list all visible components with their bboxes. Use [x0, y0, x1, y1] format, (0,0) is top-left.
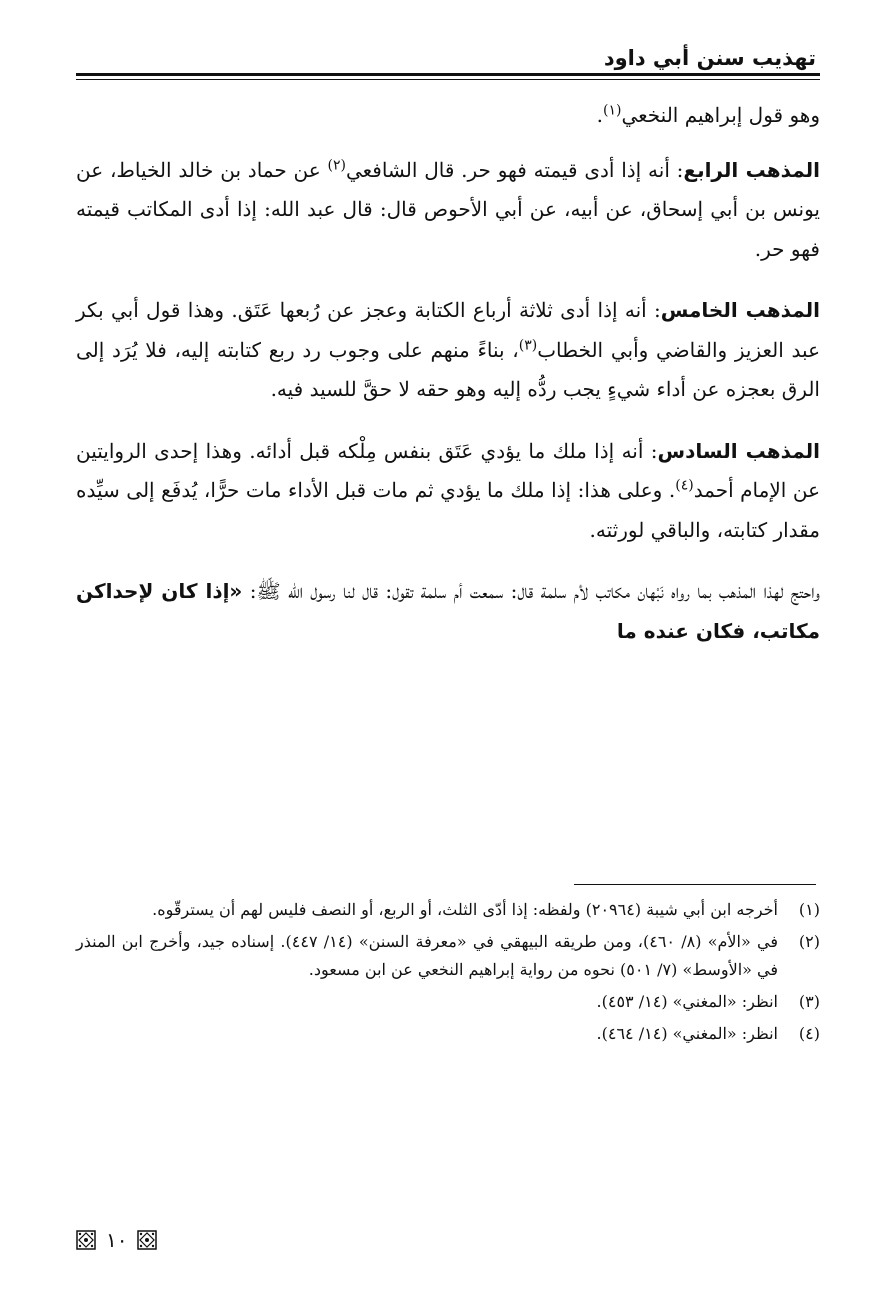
paragraph-5 [76, 572, 820, 651]
header-rule-thick [76, 73, 820, 76]
page-number: ١٠ [106, 1228, 128, 1252]
footnotes [76, 896, 820, 1052]
ornament-icon [76, 1230, 96, 1250]
footnote-text: أخرجه ابن أبي شيبة (٢٠٩٦٤) ولفظه: إذا أدّى الثلث، أو الربع، أو النصف فليس لهم أن يسترقّوه. [152, 900, 778, 919]
footnote-ref-4[interactable]: (٤) [675, 477, 694, 494]
footnote-number: (٢) [798, 932, 820, 951]
footnote-2 [76, 928, 820, 984]
header-rule-thin [76, 79, 820, 80]
footnote-3 [76, 988, 820, 1016]
paragraph-text: . [596, 103, 603, 127]
footnote-text: في «الأم» (٨/ ٤٦٠)، ومن طريقه البيهقي في «معرفة السنن» (١٤/ ٤٤٧). إسناده جيد، وأخرج ابن المنذر في «الأوسط» (٧/ ٥٠١) نحوه من رواية إبراهيم النخعي عن ابن مسعود. [76, 932, 779, 979]
paragraph-4 [76, 432, 820, 551]
paragraph-1 [76, 96, 820, 136]
paragraph-3 [76, 291, 820, 410]
footnote-ref-3[interactable]: (٣) [518, 336, 538, 353]
footnote-number: (٤) [798, 1024, 820, 1043]
footnote-text: انظر: «المغني» (١٤/ ٤٦٤). [596, 1024, 778, 1043]
paragraph-text: واحتج لهذا المذهب بما رواه نَبْهان مكاتب لأم سلمة قال: سمعت أم سلمة تقول: قال لنا رسول الله ﷺ: [242, 579, 820, 603]
footnote-number: (١) [798, 900, 820, 919]
paragraph-text: : أنه إذا أدى ثلاثة أرباع الكتابة وعجز عن رُبعها عَتَق. وهذا قول أبي بكر عبد العزيز والقاضي وأبي الخطاب [76, 298, 821, 362]
paragraph-text: ، بناءً منهم على وجوب رد ربع كتابته إليه، فلا يُرَد إلى الرق بعجزه عن أداء شيءٍ يجب ردُّه إليه وهو حقه لا حقَّ للسيد فيه. [76, 337, 820, 401]
page-number-block [76, 1228, 157, 1252]
footnote-ref-1[interactable]: (١) [602, 102, 622, 119]
paragraph-text: وهو قول إبراهيم النخعي [621, 103, 820, 127]
hadith-quote: «إذا كان لإحداكن مكاتب، فكان عنده ما [76, 579, 820, 643]
paragraph-text: : أنه إذا ملك ما يؤدي عَتَق بنفس مِلْكه قبل أدائه. وهذا إحدى الروايتين عن الإمام أحمد [76, 438, 821, 502]
footnote-text: انظر: «المغني» (١٤/ ٤٥٣). [596, 992, 778, 1011]
paragraph-text: : أنه إذا أدى قيمته فهو حر. قال الشافعي [345, 157, 684, 182]
paragraph-2 [76, 151, 820, 270]
paragraph-text: . وعلى هذا: إذا ملك ما يؤدي ثم مات قبل الأداء مات حرًّا، يُدفَع إلى سيِّده مقدار كتابته، والباقي لورثته. [76, 478, 820, 542]
ornament-icon [137, 1230, 157, 1250]
section-lead: المذهب الخامس [660, 298, 820, 322]
main-text [76, 96, 820, 673]
footnote-4 [76, 1020, 820, 1048]
footnote-number: (٣) [798, 992, 820, 1011]
footnote-separator [574, 884, 816, 885]
footnote-1 [76, 896, 820, 924]
paragraph-text: عن حماد بن خالد الخياط، عن يونس بن أبي إسحاق، عن أبيه، عن أبي الأحوص قال: قال عبد الله: إذا أدى المكاتب قيمته فهو حر. [76, 157, 820, 261]
running-header-title: تهذيب سنن أبي داود [603, 46, 816, 70]
section-lead: المذهب الرابع [683, 157, 820, 182]
section-lead: المذهب السادس [657, 438, 820, 463]
footnote-ref-2[interactable]: (٢) [327, 156, 346, 173]
